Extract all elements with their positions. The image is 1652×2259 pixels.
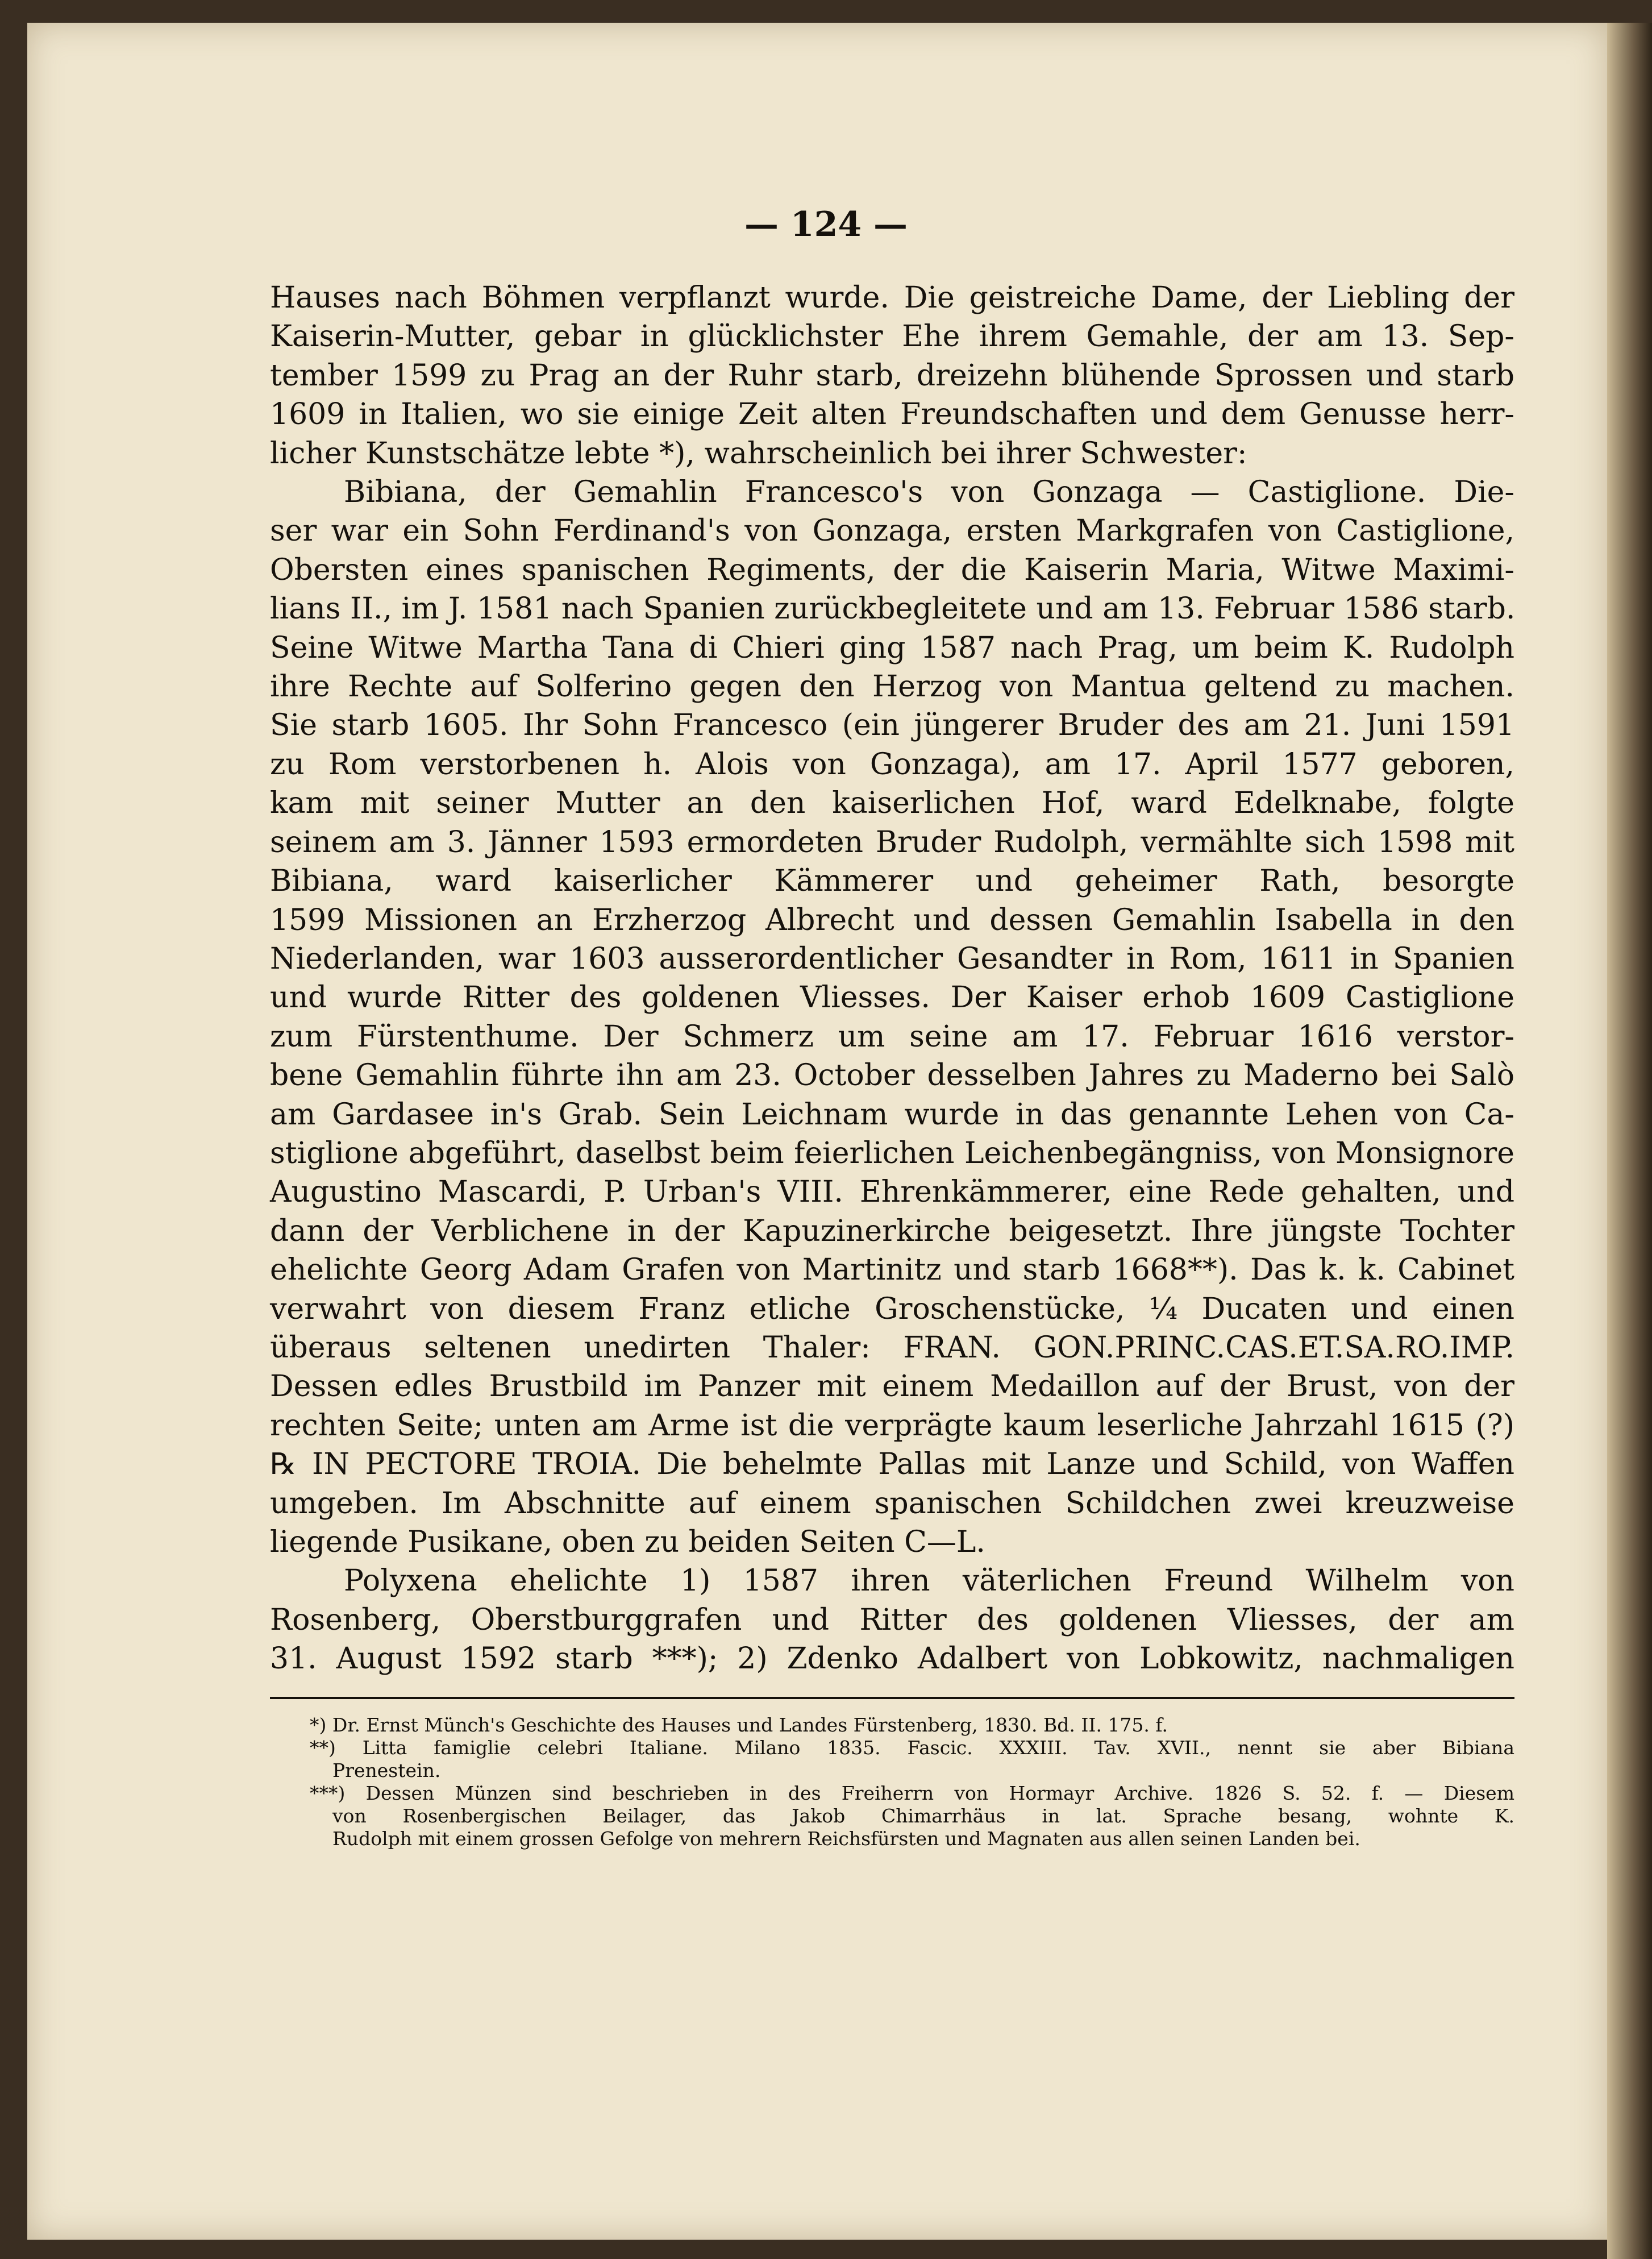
- body-line: 1599 Missionen an Erzherzog Albrecht und dessen Gemahlin Isabella in den: [270, 903, 1514, 937]
- footnote-line: Rudolph mit einem grossen Gefolge von mehrern Reichsfürsten und Magnaten aus allen seinen Landen bei.: [332, 1828, 1360, 1850]
- body-line: ℞ IN PECTORE TROIA. Die behelmte Pallas mit Lanze und Schild, von Waffen: [270, 1447, 1514, 1482]
- body-line: verwahrt von diesem Franz etliche Groschenstücke, ¼ Ducaten und einen: [270, 1292, 1514, 1326]
- body-line: und wurde Ritter des goldenen Vliesses. Der Kaiser erhob 1609 Castiglione: [270, 981, 1514, 1015]
- body-line: Seine Witwe Martha Tana di Chieri ging 1587 nach Prag, um beim K. Rudolph: [270, 630, 1514, 665]
- footnote-line: Prenestein.: [332, 1759, 441, 1782]
- body-line: überaus seltenen unedirten Thaler: FRAN. GON.PRINC.CAS.ET.SA.RO.IMP.: [270, 1330, 1514, 1365]
- body-line: Sie starb 1605. Ihr Sohn Francesco (ein jüngerer Bruder des am 21. Juni 1591: [270, 708, 1514, 743]
- body-line: lians II., im J. 1581 nach Spanien zurückbegleitete und am 13. Februar 1586 starb.: [270, 592, 1516, 626]
- body-line: ihre Rechte auf Solferino gegen den Herzog von Mantua geltend zu machen.: [270, 670, 1514, 704]
- body-line: Obersten eines spanischen Regiments, der die Kaiserin Maria, Witwe Maximi-: [270, 553, 1514, 587]
- footnotes: [270, 1697, 1514, 1850]
- body-text: [270, 279, 1514, 1679]
- body-line: 1609 in Italien, wo sie einige Zeit alten Freundschaften und dem Genusse herr-: [270, 397, 1514, 432]
- body-line: Polyxena ehelichte 1) 1587 ihren väterlichen Freund Wilhelm von: [344, 1564, 1514, 1598]
- footnote-line: ***) Dessen Münzen sind beschrieben in des Freiherrn von Hormayr Archive. 1826 S. 52. f. — Diesem: [310, 1782, 1514, 1804]
- body-line: stiglione abgeführt, daselbst beim feierlichen Leichenbegängniss, von Monsignore: [270, 1136, 1514, 1170]
- body-line: ser war ein Sohn Ferdinand's von Gonzaga, ersten Markgrafen von Castiglione,: [270, 514, 1514, 549]
- body-line: Kaiserin-Mutter, gebar in glücklichster Ehe ihrem Gemahle, der am 13. Sep-: [270, 319, 1514, 354]
- body-line: Dessen edles Brustbild im Panzer mit einem Medaillon auf der Brust, von der: [270, 1369, 1514, 1404]
- body-line: liegende Pusikane, oben zu beiden Seiten C—L.: [270, 1525, 985, 1559]
- body-line: Hauses nach Böhmen verpflanzt wurde. Die geistreiche Dame, der Liebling der: [270, 281, 1514, 315]
- body-line: am Gardasee in's Grab. Sein Leichnam wurde in das genannte Lehen von Ca-: [270, 1097, 1514, 1132]
- body-line: dann der Verblichene in der Kapuzinerkirche beigesetzt. Ihre jüngste Tochter: [270, 1214, 1514, 1248]
- body-line: Bibiana, der Gemahlin Francesco's von Gonzaga — Castiglione. Die-: [344, 475, 1514, 510]
- page-edge: [1607, 23, 1652, 2259]
- page-number: — 124 —: [744, 205, 908, 244]
- body-line: Rosenberg, Oberstburggrafen und Ritter des goldenen Vliesses, der am: [270, 1602, 1514, 1637]
- body-line: tember 1599 zu Prag an der Ruhr starb, dreizehn blühende Sprossen und starb: [270, 358, 1514, 393]
- footnote-line: **) Litta famiglie celebri Italiane. Milano 1835. Fascic. XXXIII. Tav. XVII., nennt sie aber Bibiana: [310, 1737, 1514, 1759]
- footnote-line: von Rosenbergischen Beilager, das Jakob Chimarrhäus in lat. Sprache besang, wohnte K.: [332, 1805, 1514, 1827]
- body-line: Augustino Mascardi, P. Urban's VIII. Ehrenkämmerer, eine Rede gehalten, und: [270, 1175, 1514, 1210]
- body-line: kam mit seiner Mutter an den kaiserlichen Hof, ward Edelknabe, folgte: [270, 786, 1514, 821]
- body-line: seinem am 3. Jänner 1593 ermordeten Bruder Rudolph, vermählte sich 1598 mit: [270, 825, 1514, 859]
- footnote-line: *) Dr. Ernst Münch's Geschichte des Hauses und Landes Fürstenberg, 1830. Bd. II. 175. f.: [310, 1714, 1168, 1736]
- body-line: bene Gemahlin führte ihn am 23. October desselben Jahres zu Maderno bei Salò: [270, 1058, 1514, 1093]
- body-line: licher Kunstschätze lebte *), wahrscheinlich bei ihrer Schwester:: [270, 436, 1247, 471]
- body-line: zu Rom verstorbenen h. Alois von Gonzaga), am 17. April 1577 geboren,: [270, 747, 1514, 782]
- body-line: zum Fürstenthume. Der Schmerz um seine am 17. Februar 1616 verstor-: [270, 1019, 1514, 1054]
- body-line: Niederlanden, war 1603 ausserordentlicher Gesandter in Rom, 1611 in Spanien: [270, 941, 1514, 976]
- body-line: Bibiana, ward kaiserlicher Kämmerer und geheimer Rath, besorgte: [270, 864, 1514, 899]
- body-line: ehelichte Georg Adam Grafen von Martinitz und starb 1668**). Das k. k. Cabinet: [270, 1253, 1514, 1288]
- body-line: umgeben. Im Abschnitte auf einem spanischen Schildchen zwei kreuzweise: [270, 1486, 1514, 1521]
- body-line: 31. August 1592 starb ***); 2) Zdenko Adalbert von Lobkowitz, nachmaligen: [270, 1642, 1514, 1676]
- body-line: rechten Seite; unten am Arme ist die verprägte kaum leserliche Jahrzahl 1615 (?): [270, 1408, 1514, 1443]
